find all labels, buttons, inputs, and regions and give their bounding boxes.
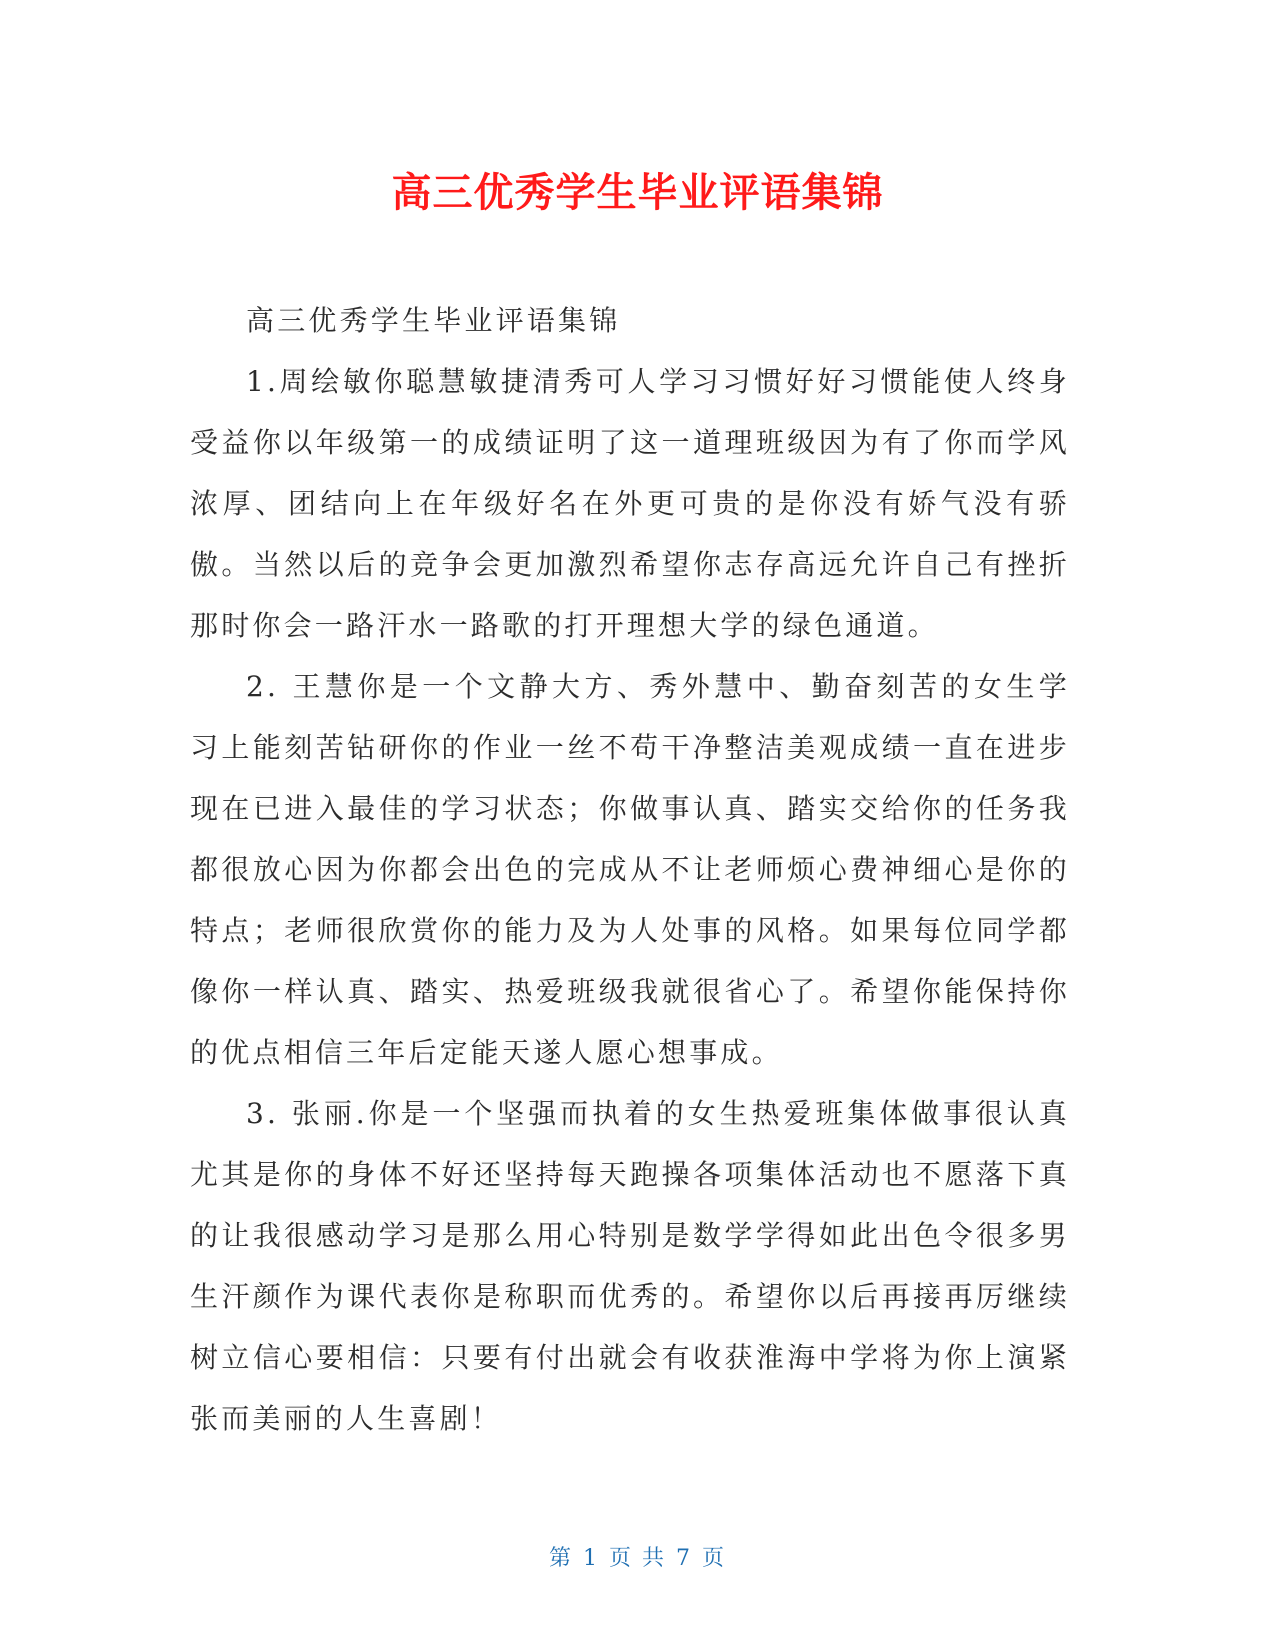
page-footer — [0, 1544, 1275, 1574]
footer-current-page: 1 — [583, 1546, 599, 1571]
paragraph-3: 3. 张丽.你是一个坚强而执着的女生热爱班集体做事很认真尤其是你的身体不好还坚持每天跑操各项集体活动也不愿落下真的让我很感动学习是那么用心特别是数学学得如此出色令很多男生汗颜作为课代表你是称职而优秀的。希望你以后再接再厉继续树立信心要相信：只要有付出就会有收获淮海中学将为你上演紧张而美丽的人生喜剧！ — [190, 1097, 1070, 1435]
document-subtitle: 高三优秀学生毕业评语集锦 — [246, 304, 621, 337]
footer-prefix: 第 — [548, 1546, 573, 1571]
document-body — [190, 290, 1070, 1449]
paragraph-1: 1.周绘敏你聪慧敏捷清秀可人学习习惯好好习惯能使人终身受益你以年级第一的成绩证明了这一道理班级因为有了你而学风浓厚、团结向上在年级好名在外更可贵的是你没有娇气没有骄傲。当然以后的竞争会更加激烈希望你志存高远允许自己有挫折那时你会一路汗水一路歌的打开理想大学的绿色通道。 — [190, 365, 1070, 642]
document-title: 高三优秀学生毕业评语集锦 — [391, 170, 884, 216]
footer-suffix: 页 — [702, 1546, 727, 1571]
footer-total-pages: 7 — [676, 1546, 692, 1571]
footer-middle: 页 共 — [609, 1546, 666, 1571]
paragraph-2: 2. 王慧你是一个文静大方、秀外慧中、勤奋刻苦的女生学习上能刻苦钻研你的作业一丝不苟干净整洁美观成绩一直在进步现在已进入最佳的学习状态；你做事认真、踏实交给你的任务我都很放心因为你都会出色的完成从不让老师烦心费神细心是你的特点；老师很欣赏你的能力及为人处事的风格。如果每位同学都像你一样认真、踏实、热爱班级我就很省心了。希望你能保持你的优点相信三年后定能天遂人愿心想事成。 — [190, 670, 1070, 1069]
